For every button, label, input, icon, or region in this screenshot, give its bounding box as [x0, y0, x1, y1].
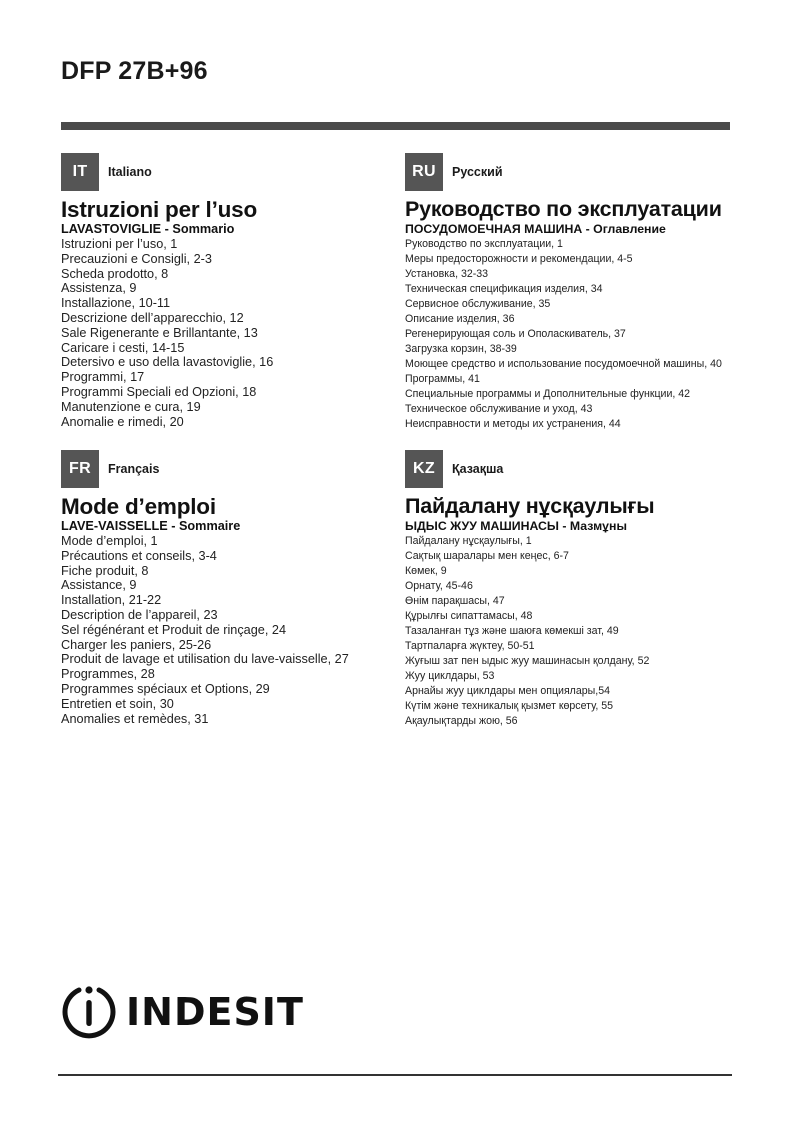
section-subtitle: ПОСУДОМОЕЧНАЯ МАШИНА - Оглавление — [405, 222, 666, 236]
toc-item: Produit de lavage et utilisation du lave-vaisselle, 27 — [61, 652, 349, 667]
toc-item: Fiche produit, 8 — [61, 563, 149, 578]
toc-item: Installazione, 10-11 — [61, 296, 171, 311]
toc-item: Caricare i cesti, 14-15 — [61, 340, 185, 355]
toc-item: Assistenza, 9 — [61, 281, 137, 296]
toc-item: Manutenzione e cura, 19 — [61, 399, 201, 414]
toc-item: Programmes spéciaux et Options, 29 — [61, 681, 270, 696]
language-name: Қазақша — [452, 462, 504, 476]
table-of-contents — [61, 237, 401, 429]
toc-item: Арнайы жуу циклдары мен опциялары,54 — [405, 685, 610, 697]
toc-item: Установка, 32-33 — [405, 268, 489, 280]
header-divider-bar — [61, 122, 730, 130]
toc-item: Өнім парақшасы, 47 — [405, 595, 505, 607]
section-kazakh — [405, 450, 745, 729]
toc-item: Programmi, 17 — [61, 370, 145, 385]
section-francais — [61, 450, 401, 726]
toc-item: Sel régénérant et Produit de rinçage, 24 — [61, 622, 286, 637]
toc-item: Descrizione dell’apparecchio, 12 — [61, 310, 244, 325]
section-heading: Руководство по эксплуатации — [405, 197, 722, 221]
toc-item: Сервисное обслуживание, 35 — [405, 298, 551, 310]
language-name: Русский — [452, 165, 503, 179]
section-subtitle: LAVASTOVIGLIE - Sommario — [61, 222, 235, 236]
section-subtitle: LAVE-VAISSELLE - Sommaire — [61, 519, 241, 533]
toc-item: Регенерирующая соль и Ополаскиватель, 37 — [405, 328, 626, 340]
section-heading: Istruzioni per l’uso — [61, 197, 258, 222]
language-header — [405, 153, 745, 191]
language-code-badge: FR — [61, 450, 99, 488]
section-italiano — [61, 153, 401, 429]
language-header — [61, 450, 401, 488]
table-of-contents — [405, 237, 745, 432]
language-code-badge: RU — [405, 153, 443, 191]
toc-item: Сақтық шаралары мен кеңес, 6-7 — [405, 550, 569, 562]
toc-item: Күтім және техникалық қызмет көрсету, 55 — [405, 700, 614, 712]
toc-item: Description de l’appareil, 23 — [61, 607, 218, 622]
toc-item: Detersivo e uso della lavastoviglie, 16 — [61, 355, 274, 370]
toc-item: Assistance, 9 — [61, 578, 137, 593]
toc-item: Mode d’emploi, 1 — [61, 534, 158, 548]
table-of-contents — [61, 534, 401, 726]
section-subtitle: ЫДЫС ЖУУ МАШИНАСЫ - Мазмұны — [405, 519, 627, 533]
toc-item: Тартпаларға жүктеу, 50-51 — [405, 640, 535, 652]
toc-item: Көмек, 9 — [405, 565, 447, 577]
toc-item: Программы, 41 — [405, 373, 480, 385]
model-title: DFP 27B+96 — [61, 57, 208, 85]
toc-item: Sale Rigenerante e Brillantante, 13 — [61, 325, 258, 340]
toc-item: Техническая спецификация изделия, 34 — [405, 283, 603, 295]
language-name: Français — [108, 462, 160, 476]
toc-item: Entretien et soin, 30 — [61, 696, 174, 711]
language-header — [61, 153, 401, 191]
toc-item: Programmes, 28 — [61, 667, 155, 682]
toc-item: Құрылғы сипаттамасы, 48 — [405, 610, 533, 622]
brand-wordmark: INDESIT — [126, 990, 304, 1034]
toc-item: Istruzioni per l’uso, 1 — [61, 237, 178, 251]
section-russian — [405, 153, 745, 432]
toc-item: Ақаулықтарды жою, 56 — [405, 715, 518, 727]
toc-item: Precauzioni e Consigli, 2-3 — [61, 251, 212, 266]
toc-item: Орнату, 45-46 — [405, 580, 473, 592]
toc-item: Описание изделия, 36 — [405, 313, 515, 325]
language-header — [405, 450, 745, 488]
toc-item: Installation, 21-22 — [61, 593, 162, 608]
indesit-logo — [60, 982, 304, 1042]
toc-item: Пайдалану нұсқаулығы, 1 — [405, 535, 532, 547]
toc-item: Тазаланған тұз және шаюға көмекші зат, 49 — [405, 625, 619, 637]
toc-item: Programmi Speciali ed Opzioni, 18 — [61, 384, 257, 399]
toc-item: Scheda prodotto, 8 — [61, 266, 169, 281]
toc-item: Специальные программы и Дополнительные функции, 42 — [405, 388, 691, 400]
toc-item: Неисправности и методы их устранения, 44 — [405, 418, 621, 430]
toc-item: Загрузка корзин, 38-39 — [405, 343, 517, 355]
section-heading: Пайдалану нұсқаулығы — [405, 494, 655, 518]
section-heading: Mode d’emploi — [61, 494, 216, 519]
language-code-badge: IT — [61, 153, 99, 191]
toc-item: Жуу циклдары, 53 — [405, 670, 495, 682]
table-of-contents — [405, 534, 745, 729]
toc-item: Меры предосторожности и рекомендации, 4-5 — [405, 253, 633, 265]
toc-item: Précautions et conseils, 3-4 — [61, 548, 217, 563]
language-code-badge: KZ — [405, 450, 443, 488]
language-name: Italiano — [108, 165, 152, 179]
toc-item: Моющее средство и использование посудомоечной машины, 40 — [405, 358, 722, 370]
toc-item: Charger les paniers, 25-26 — [61, 637, 212, 652]
toc-item: Техническое обслуживание и уход, 43 — [405, 403, 593, 415]
toc-item: Anomalies et remèdes, 31 — [61, 711, 209, 726]
indesit-i-circle-icon — [60, 983, 118, 1041]
footer-divider-line — [58, 1074, 732, 1076]
toc-item: Anomalie e rimedi, 20 — [61, 414, 184, 429]
toc-item: Руководство по эксплуатации, 1 — [405, 238, 563, 250]
toc-item: Жуғыш зат пен ыдыс жуу машинасын қолдану, 52 — [405, 655, 650, 667]
